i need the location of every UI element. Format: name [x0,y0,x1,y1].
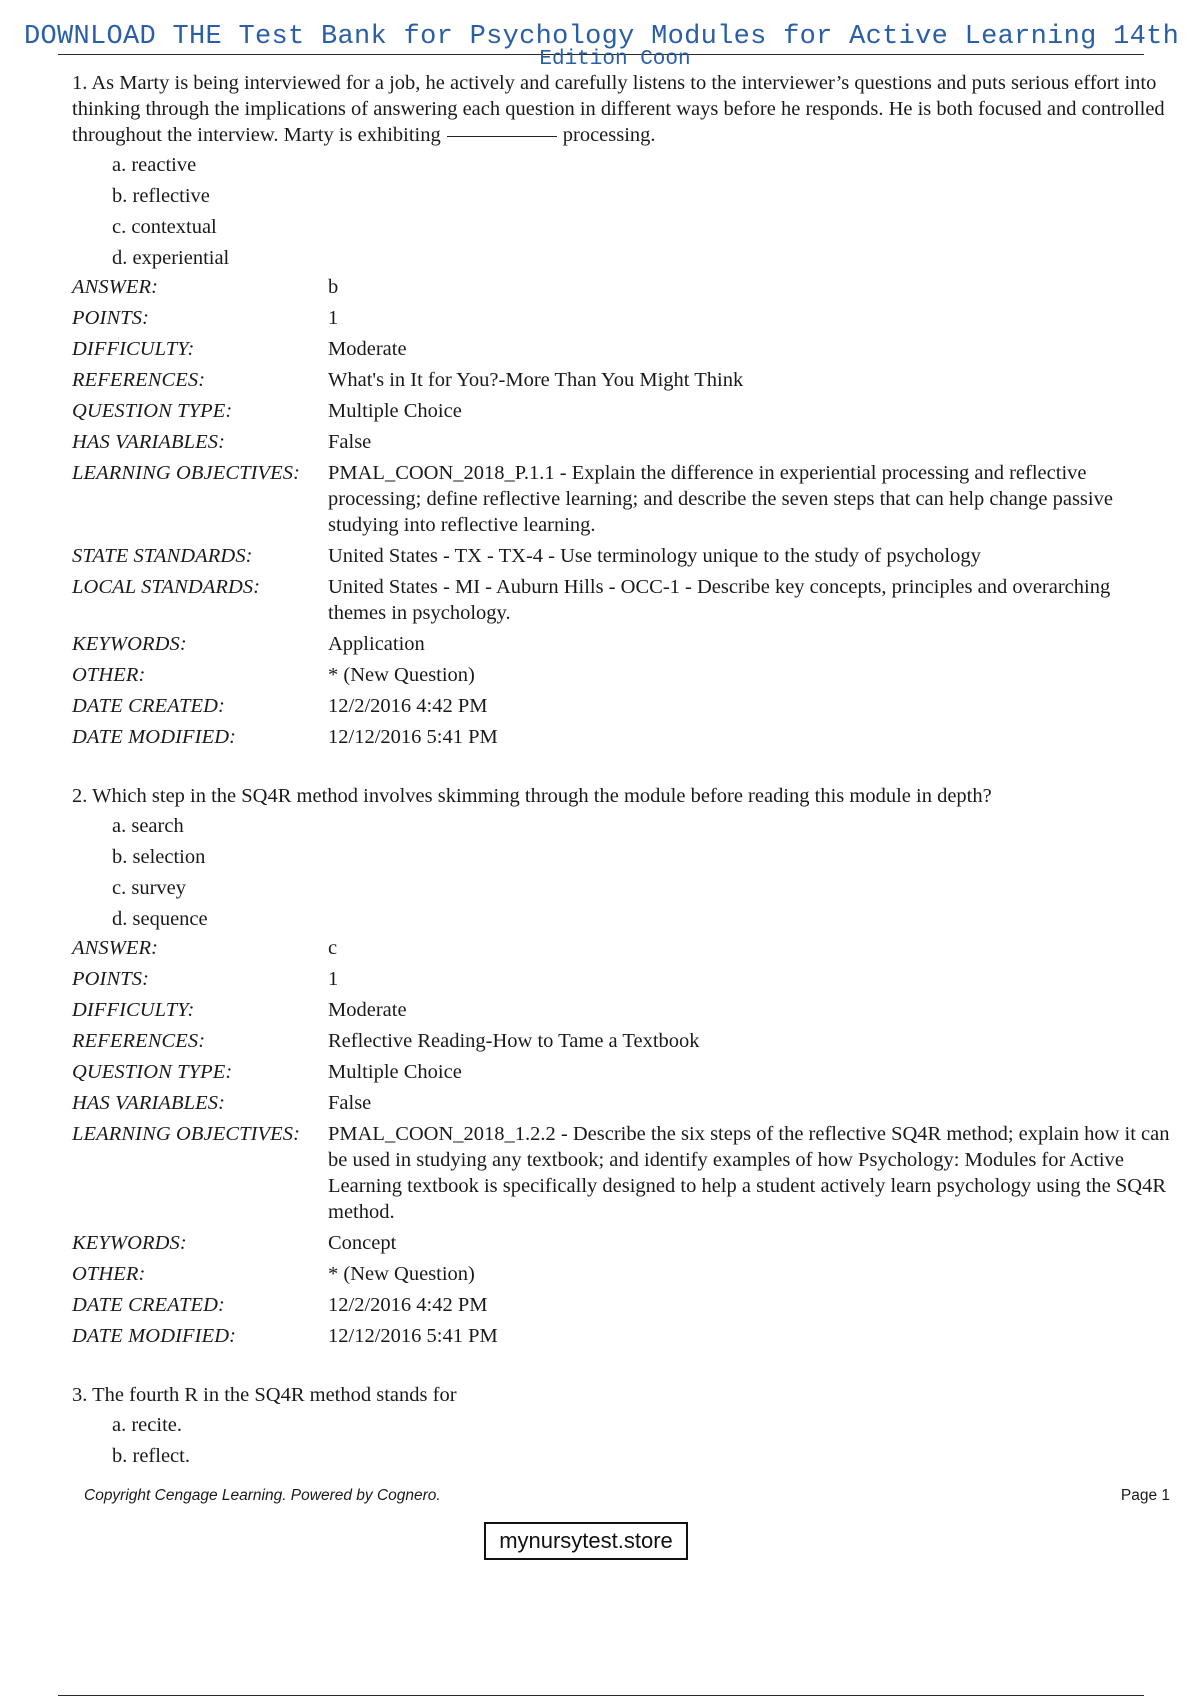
meta-question-type [72,398,1170,424]
meta-value: Moderate [328,999,407,1021]
meta-learning-objectives [72,1121,1170,1225]
option-b: b. reflective [112,185,210,207]
meta-value: 12/2/2016 4:42 PM [328,1294,488,1316]
question-metadata [72,274,1170,750]
option-b: b. reflect. [112,1445,190,1467]
meta-value: Reflective Reading-How to Tame a Textbook [328,1030,700,1052]
meta-label: DIFFICULTY: [72,338,195,360]
meta-references [72,1028,1170,1054]
meta-value: 12/2/2016 4:42 PM [328,695,488,717]
meta-question-type [72,1059,1170,1085]
meta-value: What's in It for You?-More Than You Might Think [328,369,744,391]
meta-label: REFERENCES: [72,369,206,391]
option-a: a. search [112,815,184,837]
question-stem-text: 1. As Marty is being interviewed for a job, he actively and carefully listens to the interviewer’s questions and puts serious effort into thinking through the implications of answering each question in different ways before he responds. He is both focused and controlled throughout the interview. Marty is exhibiting [72,72,1165,146]
meta-value: 12/12/2016 5:41 PM [328,726,498,748]
banner-title: DOWNLOAD THE Test Bank for Psychology Modules for Active Learning 14th [24,22,1180,52]
meta-other [72,1261,1170,1287]
option-b: b. selection [112,846,206,868]
meta-label: QUESTION TYPE: [72,1061,233,1083]
meta-value: PMAL_COON_2018_1.2.2 - Describe the six steps of the reflective SQ4R method; explain how it can be used in studying any textbook; and identify examples of how Psychology: Modules for Active Learning textbook is specifically designed to help a student actively learn psychology using the SQ4R method. [328,1123,1170,1223]
meta-label: ANSWER: [72,276,159,298]
test-bank-content [72,70,1170,1472]
meta-value: b [328,276,339,298]
meta-label: QUESTION TYPE: [72,400,233,422]
meta-label: HAS VARIABLES: [72,431,226,453]
meta-value: * (New Question) [328,1263,475,1285]
option-a: a. recite. [112,1414,182,1436]
option-c: c. contextual [112,216,217,238]
meta-learning-objectives [72,460,1170,538]
meta-value: Concept [328,1232,397,1254]
meta-label: HAS VARIABLES: [72,1092,226,1114]
meta-value: Multiple Choice [328,400,462,422]
question-spacer [72,1354,1170,1382]
meta-value: United States - TX - TX-4 - Use terminology unique to the study of psychology [328,545,981,567]
meta-label: POINTS: [72,968,150,990]
meta-difficulty [72,997,1170,1023]
meta-value: False [328,431,372,453]
answer-blank [447,136,557,137]
question-2 [72,783,1170,1349]
question-stem: 3. The fourth R in the SQ4R method stands for [72,1384,457,1406]
meta-other [72,662,1170,688]
meta-keywords [72,631,1170,657]
meta-value: Moderate [328,338,407,360]
meta-label: KEYWORDS: [72,633,187,655]
meta-answer [72,274,1170,300]
options-list [72,150,1170,274]
meta-label: ANSWER: [72,937,159,959]
question-3 [72,1382,1170,1472]
meta-has-variables [72,429,1170,455]
meta-date-modified [72,1323,1170,1349]
meta-label: OTHER: [72,664,146,686]
question-spacer [72,755,1170,783]
option-a: a. reactive [112,154,197,176]
copyright-footer: Copyright Cengage Learning. Powered by Cognero. [84,1487,441,1504]
options-list [72,811,1170,935]
meta-label: LEARNING OBJECTIVES: [72,462,301,484]
meta-value: 1 [328,307,339,329]
meta-value: Application [328,633,425,655]
bottom-divider [58,1695,1144,1696]
watermark-site-box: mynursytest.store [484,1522,688,1560]
meta-label: DATE MODIFIED: [72,726,237,748]
question-stem-end: processing. [562,124,656,146]
page-number: Page 1 [1120,1487,1170,1504]
meta-label: POINTS: [72,307,150,329]
meta-label: DIFFICULTY: [72,999,195,1021]
meta-difficulty [72,336,1170,362]
meta-label: DATE MODIFIED: [72,1325,237,1347]
banner-subtitle: Edition Coon [539,48,691,71]
meta-value: Multiple Choice [328,1061,462,1083]
meta-value: PMAL_COON_2018_P.1.1 - Explain the difference in experiential processing and reflective processing; define reflective learning; and describe the seven steps that can help change passive studying into reflective learning. [328,462,1113,536]
meta-points [72,305,1170,331]
meta-date-modified [72,724,1170,750]
question-1 [72,70,1170,750]
options-list [72,1410,1170,1472]
meta-label: KEYWORDS: [72,1232,187,1254]
meta-date-created [72,1292,1170,1318]
meta-state-standards [72,543,1170,569]
meta-label: LEARNING OBJECTIVES: [72,1123,301,1145]
question-stem [72,70,1170,148]
meta-points [72,966,1170,992]
meta-has-variables [72,1090,1170,1116]
meta-label: REFERENCES: [72,1030,206,1052]
meta-value: c [328,937,338,959]
meta-answer [72,935,1170,961]
meta-label: DATE CREATED: [72,695,225,717]
meta-value: * (New Question) [328,664,475,686]
option-d: d. sequence [112,908,208,930]
meta-label: DATE CREATED: [72,1294,225,1316]
meta-keywords [72,1230,1170,1256]
meta-value: United States - MI - Auburn Hills - OCC-1 - Describe key concepts, principles and overarching themes in psychology. [328,576,1111,624]
meta-value: 1 [328,968,339,990]
meta-label: LOCAL STANDARDS: [72,576,261,598]
meta-local-standards [72,574,1170,626]
download-banner [0,22,1200,70]
question-metadata [72,935,1170,1349]
meta-label: OTHER: [72,1263,146,1285]
meta-references [72,367,1170,393]
meta-label: STATE STANDARDS: [72,545,253,567]
question-stem: 2. Which step in the SQ4R method involves skimming through the module before reading this module in depth? [72,785,992,807]
meta-date-created [72,693,1170,719]
meta-value: 12/12/2016 5:41 PM [328,1325,498,1347]
option-c: c. survey [112,877,187,899]
meta-value: False [328,1092,372,1114]
option-d: d. experiential [112,247,230,269]
